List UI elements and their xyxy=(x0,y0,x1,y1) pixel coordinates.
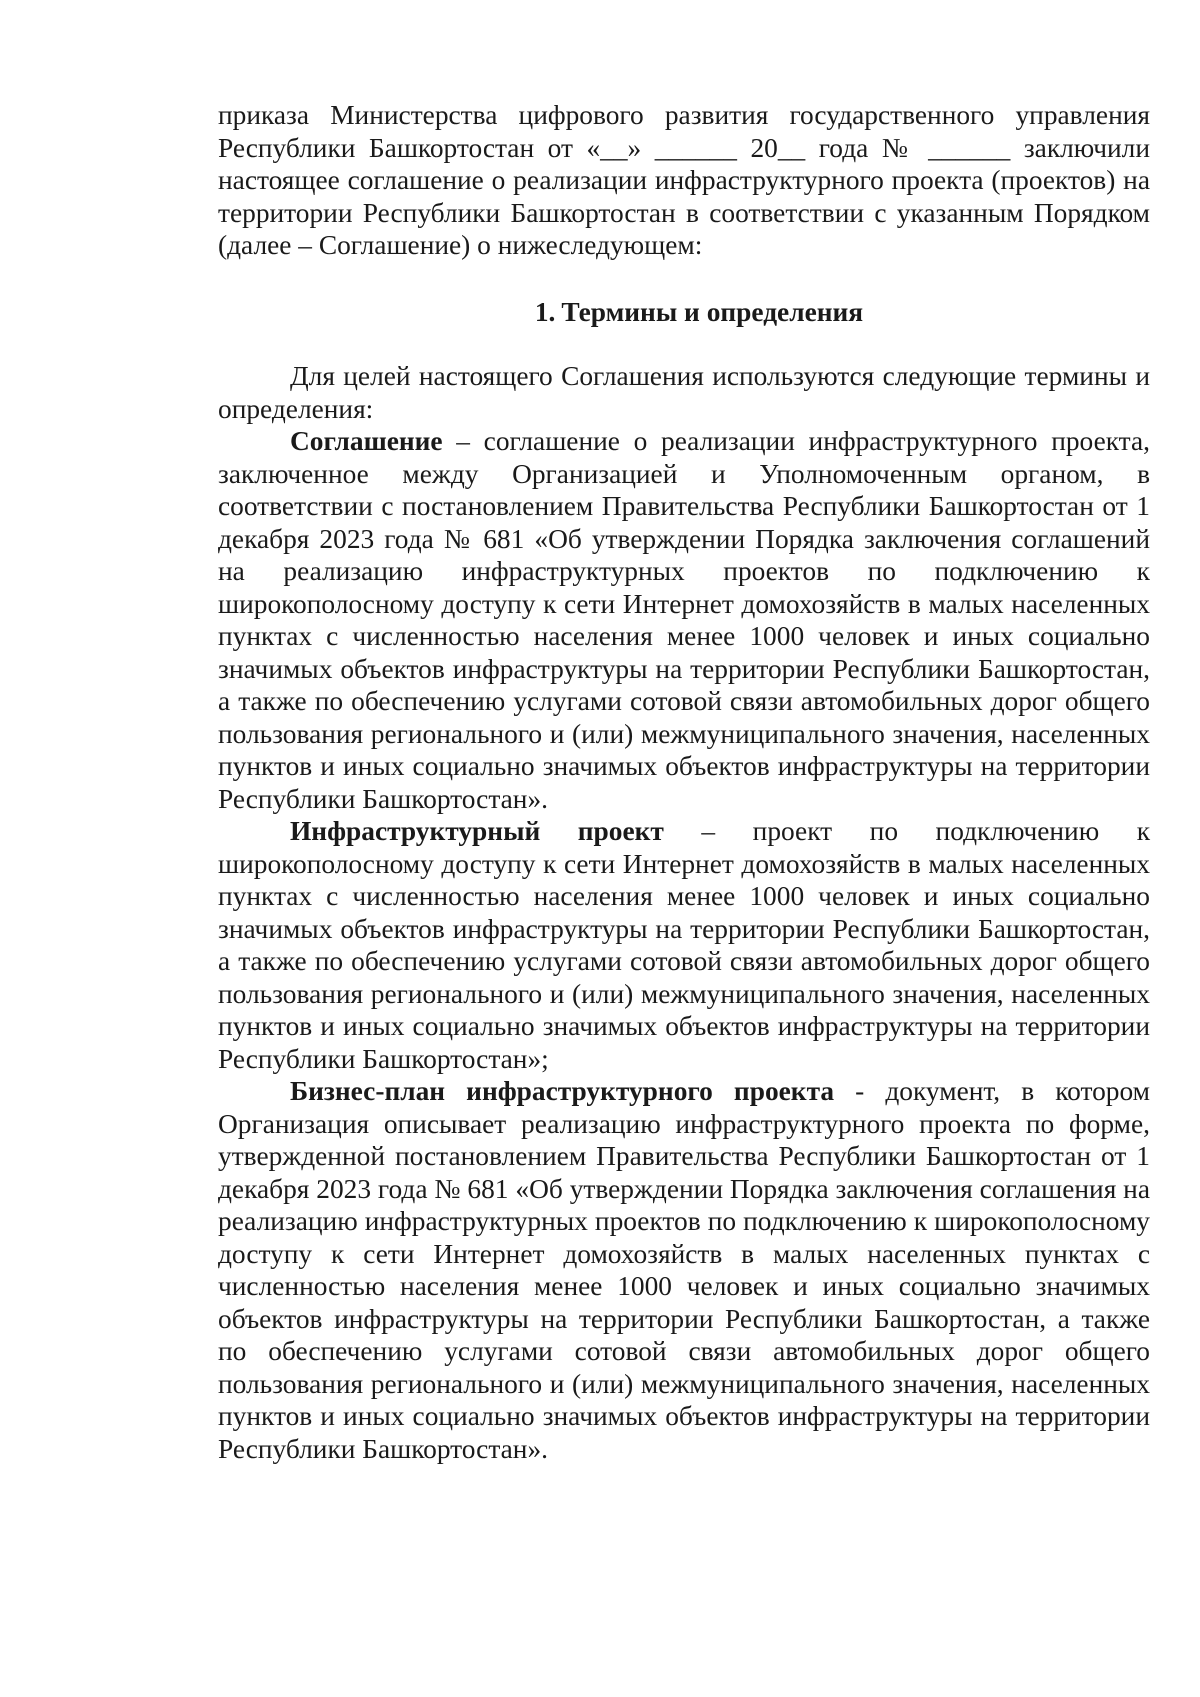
section-lead-paragraph: Для целей настоящего Соглашения используются следующие термины и определения: xyxy=(218,361,1150,424)
definition-term: Бизнес-план инфраструктурного проекта xyxy=(290,1076,835,1106)
section-heading xyxy=(218,296,1150,329)
definition-agreement xyxy=(218,425,1150,815)
definition-term: Соглашение xyxy=(290,426,443,456)
definition-text: – проект по подключению к широкополосному доступу к сети Интернет домохозяйств в малых населенных пунктах с численностью населения менее 1000 человек и иных социально значимых объектов инфраструктуры на территории Республики Башкортостан, а также по обеспечению услугами сотовой связи автомобильных дорог общего пользования регионального и (или) межмуниципального значения, населенных пунктов и иных социально значимых объектов инфраструктуры на территории Республики Башкортостан»; xyxy=(218,816,1151,1074)
section-number: 1. xyxy=(534,296,556,327)
document-body xyxy=(218,99,1150,1465)
definition-term: Инфраструктурный проект xyxy=(290,816,664,846)
definition-text: - документ, в котором Организация описывает реализацию инфраструктурного проекта по форме, утвержденной постановлением Правительства Республики Башкортостан от 1 декабря 2023 года № 681 «Об утверждении Порядка заключения соглашения на реализацию инфраструктурных проектов по подключению к широкополосному доступу к сети Интернет домохозяйств в малых населенных пунктах с численностью населения менее 1000 человек и иных социально значимых объектов инфраструктуры на территории Республики Башкортостан, а также по обеспечению услугами сотовой связи автомобильных дорог общего пользования регионального и (или) межмуниципального значения, населенных пунктов и иных социально значимых объектов инфраструктуры на территории Республики Башкортостан». xyxy=(218,1076,1150,1464)
intro-paragraph: приказа Министерства цифрового развития государственного управления Республики Башкортостан от «__» ______ 20__ года № ______ заключили настоящее соглашение о реализации инфраструктурного проекта (проектов) на территории Республики Башкортостан в соответствии с указанным Порядком (далее – Соглашение) о нижеследующем: xyxy=(218,100,1150,260)
definition-text: – соглашение о реализации инфраструктурного проекта, заключенное между Организацией и Уполномоченным органом, в соответствии с постановлением Правительства Республики Башкортостан от 1 декабря 2023 года № 681 «Об утверждении Порядка заключения соглашений на реализацию инфраструктурных проектов по подключению к широкополосному доступу к сети Интернет домохозяйств в малых населенных пунктах с численностью населения менее 1000 человек и иных социально значимых объектов инфраструктуры на территории Республики Башкортостан, а также по обеспечению услугами сотовой связи автомобильных дорог общего пользования регионального и (или) межмуниципального значения, населенных пунктов и иных социально значимых объектов инфраструктуры на территории Республики Башкортостан». xyxy=(218,426,1150,814)
section-title: Термины и определения xyxy=(561,296,864,327)
definition-infrastructure-project xyxy=(218,815,1150,1075)
definition-business-plan xyxy=(218,1075,1150,1465)
